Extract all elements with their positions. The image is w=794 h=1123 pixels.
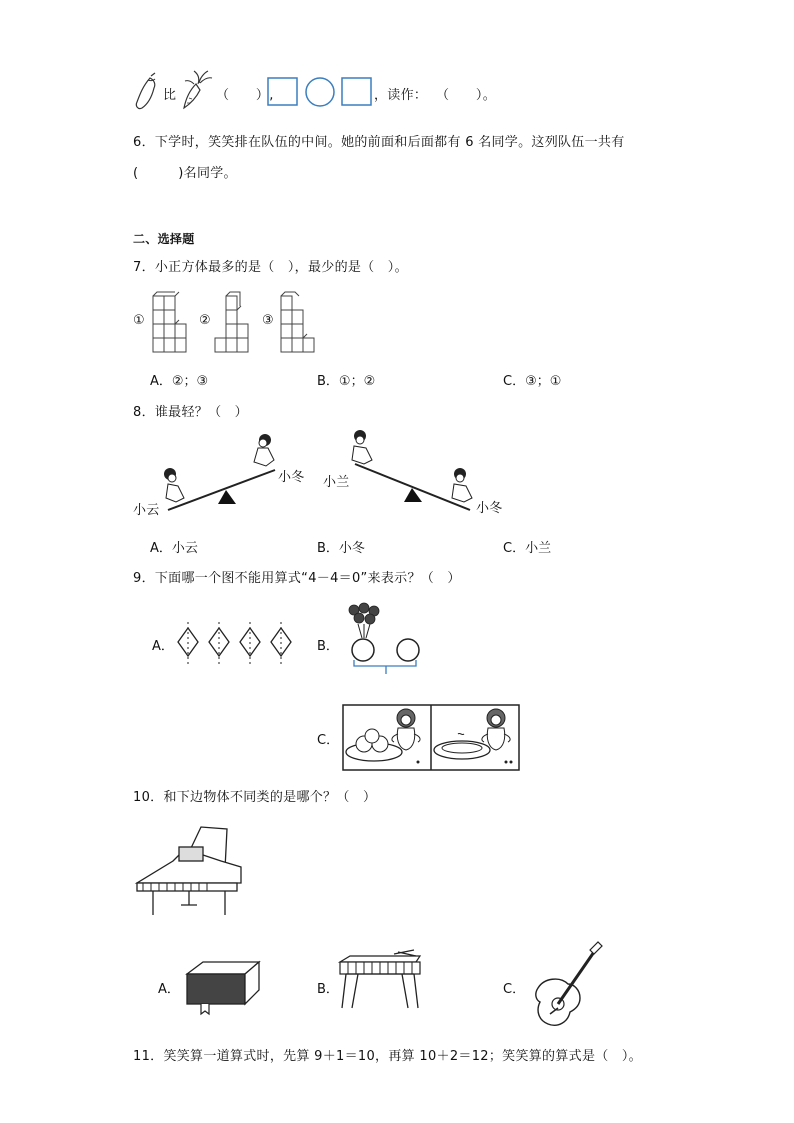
answer-square-left <box>268 78 297 105</box>
book-icon <box>181 960 261 1015</box>
q7-option-c[interactable]: C．③；① <box>503 374 562 389</box>
radish-icon <box>180 68 214 112</box>
q8-option-c[interactable]: C．小兰 <box>503 541 552 556</box>
figure-label-2: ② <box>199 313 211 328</box>
question-7-text: 7．小正方体最多的是（ ），最少的是（ ）。 <box>133 260 408 275</box>
monkeys-plates-figure <box>342 704 520 772</box>
name-xiaodong-1: 小冬 <box>278 470 305 485</box>
answer-circle <box>306 78 334 106</box>
read-as-label: ，读作： <box>374 88 428 103</box>
question-10-text: 10．和下边物体不同类的是哪个？（ ） <box>133 790 377 805</box>
compare-word: 比 <box>163 88 177 103</box>
question-8-text: 8．谁最轻？（ ） <box>133 405 248 420</box>
figure-label-3: ③ <box>262 313 274 328</box>
q10-option-b[interactable]: B． <box>317 982 339 997</box>
cube-stack-2 <box>214 290 252 354</box>
guitar-icon <box>528 940 604 1030</box>
crossed-out-diamonds-figure <box>176 622 294 666</box>
q10-option-a[interactable]: A． <box>158 982 180 997</box>
cube-stack-3 <box>280 290 320 354</box>
eggplant-icon <box>133 72 163 112</box>
q9-option-c[interactable]: C． <box>317 733 340 748</box>
q7-option-a[interactable]: A．②；③ <box>150 374 209 389</box>
question-11-text: 11．笑笑算一道算式时，先算 9＋1＝10，再算 10＋2＝12；笑笑算的算式是（ ）。 <box>133 1049 642 1064</box>
vases-flowers-figure <box>340 602 426 682</box>
cube-stack-1 <box>152 290 188 354</box>
q8-option-a[interactable]: A．小云 <box>150 541 198 556</box>
section-title: 二、选择题 <box>133 232 195 246</box>
name-xiaodong-2: 小冬 <box>476 501 503 516</box>
figure-label-1: ① <box>133 313 145 328</box>
xylophone-icon <box>338 948 424 1012</box>
question-6-line1: 6．下学时，笑笑排在队伍的中间。她的前面和后面都有 6 名同学。这列队伍一共有 <box>133 135 625 150</box>
q9-option-b[interactable]: B． <box>317 639 339 654</box>
answer-boxes[interactable] <box>266 76 374 108</box>
q10-option-c[interactable]: C． <box>503 982 526 997</box>
piano-icon <box>133 825 245 920</box>
q9-option-a[interactable]: A． <box>152 639 174 654</box>
answer-blank-compare[interactable]: （ ）, <box>216 88 274 103</box>
answer-blank-read[interactable]: （ ）。 <box>436 88 497 103</box>
question-9-text: 9．下面哪一个图不能用算式“4－4＝0”来表示？（ ） <box>133 571 461 586</box>
q7-option-b[interactable]: B．①；② <box>317 374 376 389</box>
name-xiaoyun: 小云 <box>133 503 160 518</box>
q8-option-b[interactable]: B．小冬 <box>317 541 365 556</box>
answer-square-right <box>342 78 371 105</box>
name-xiaolan: 小兰 <box>323 475 350 490</box>
question-6-line2: ( )名同学。 <box>133 166 237 181</box>
